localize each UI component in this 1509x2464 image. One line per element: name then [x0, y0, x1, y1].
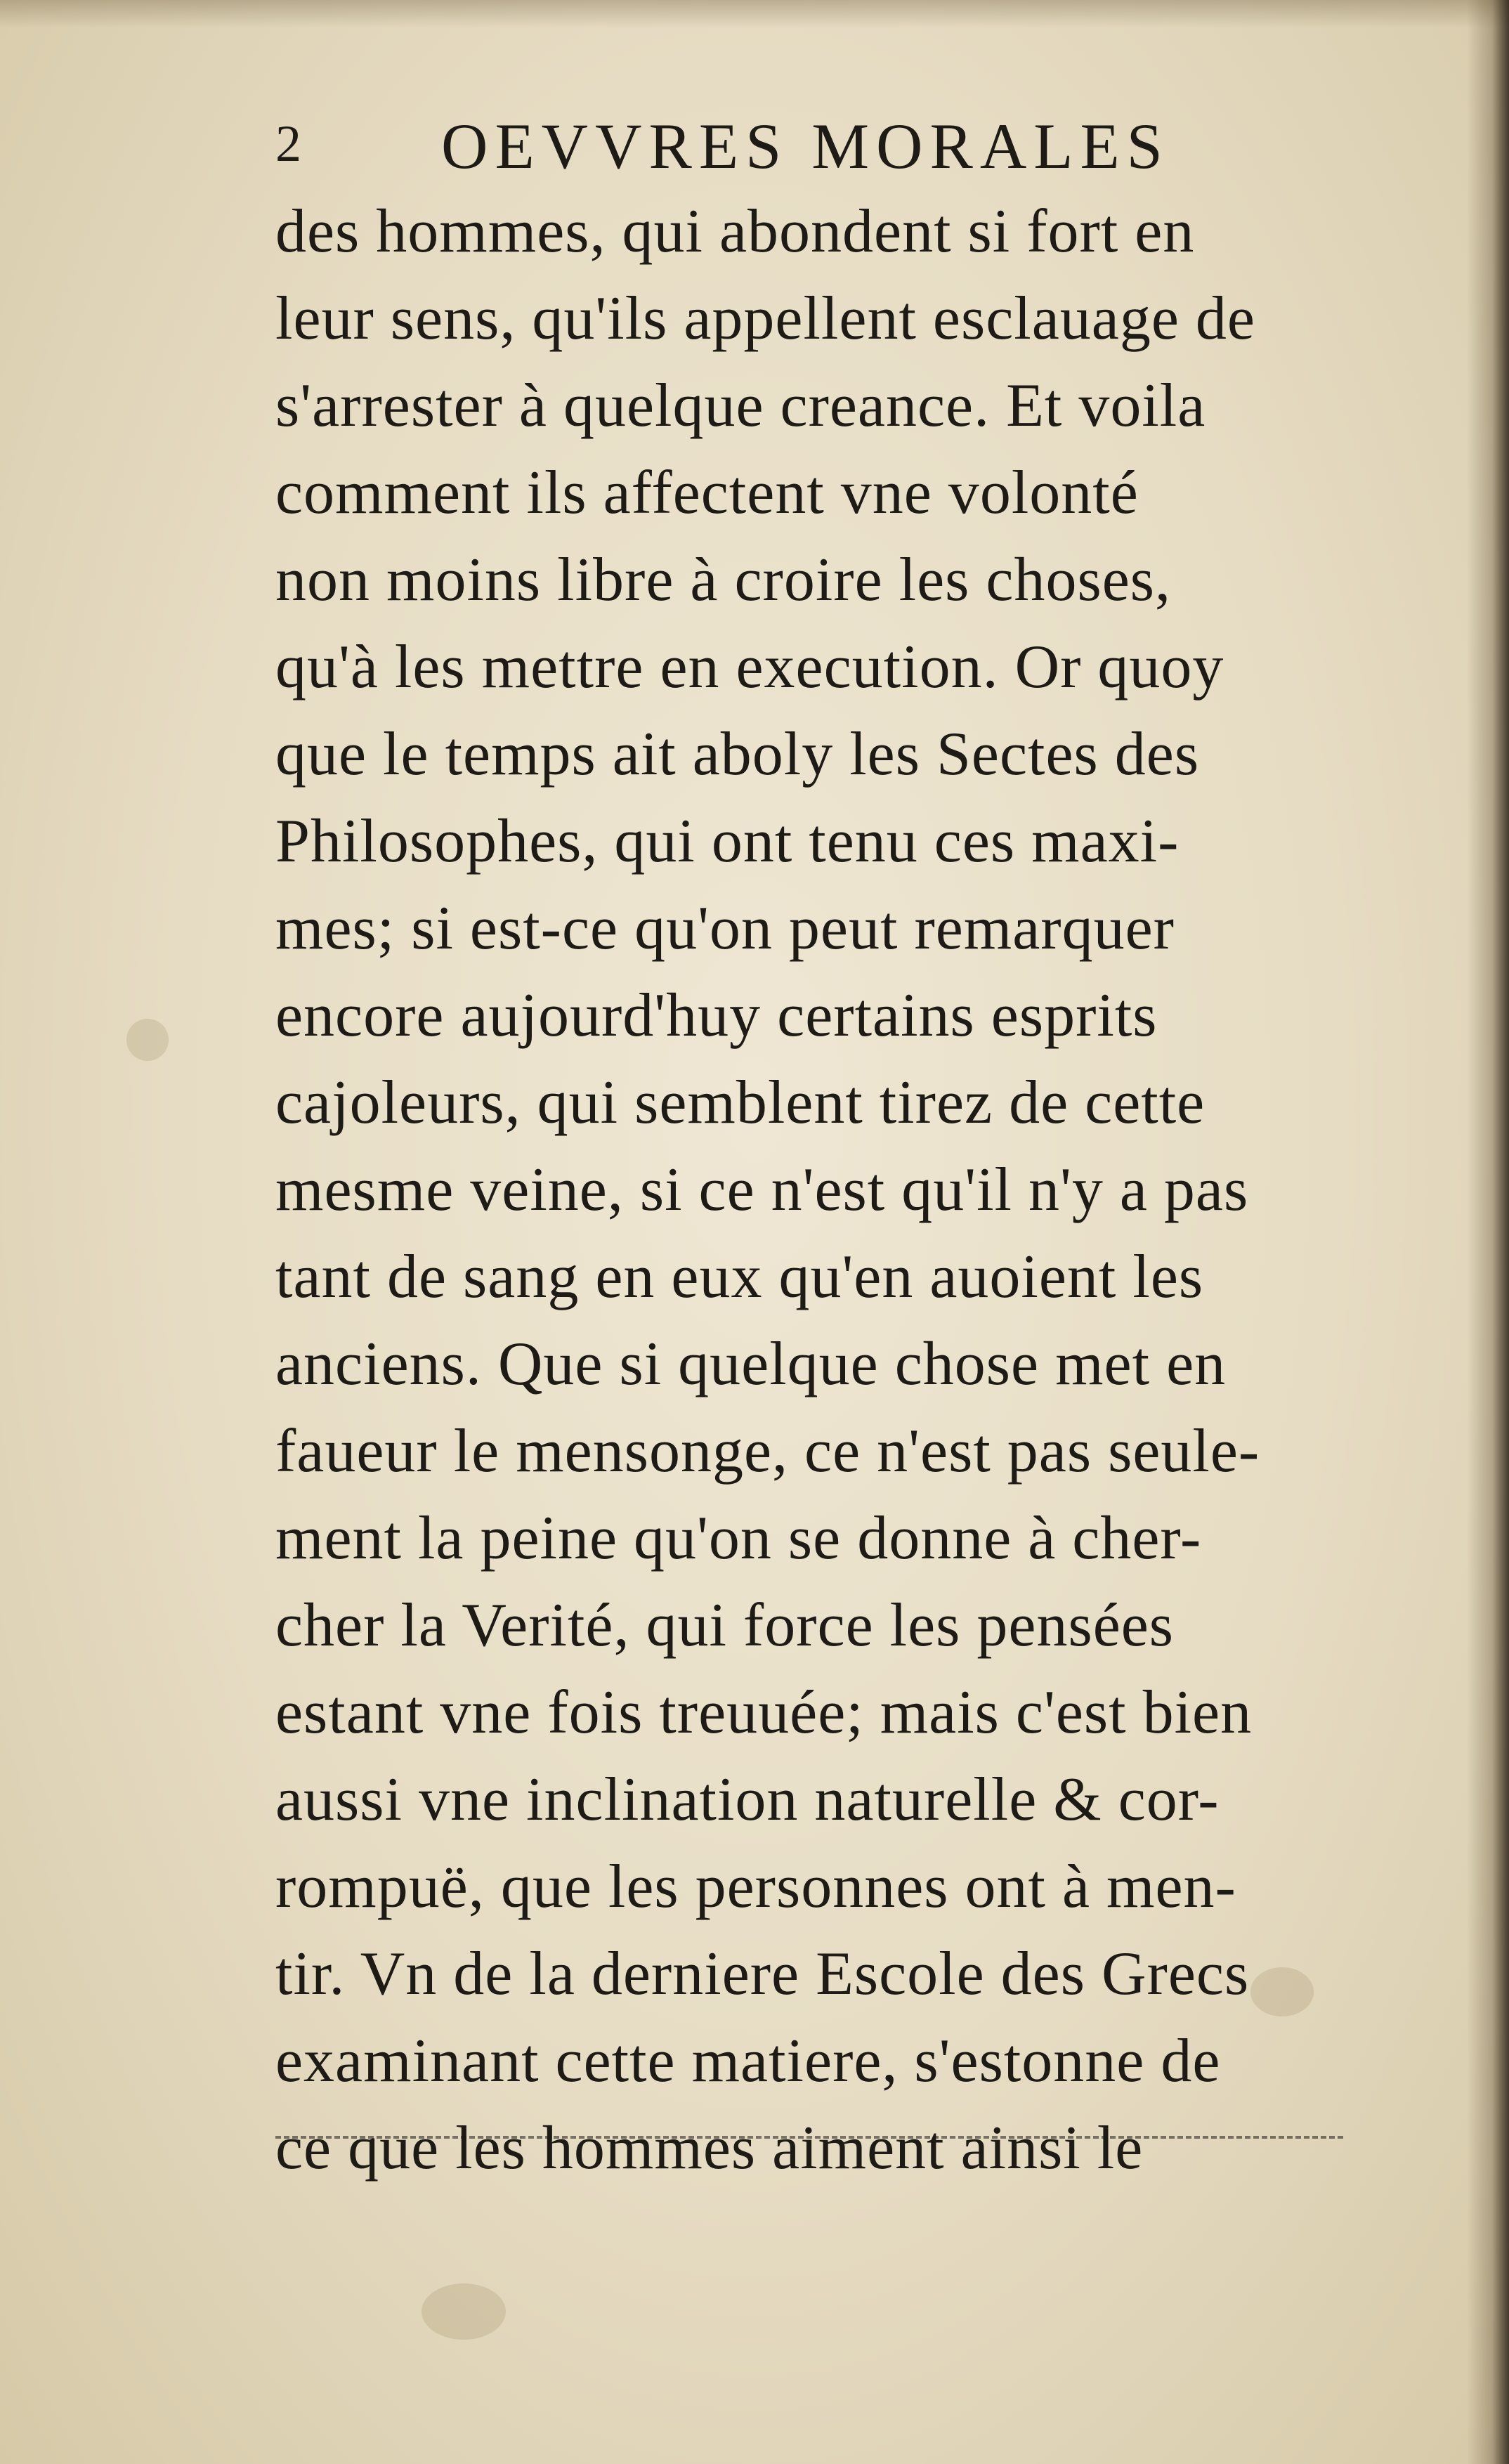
text-line: mes; si est-ce qu'on peut remarquer [275, 894, 1175, 963]
paper-stain [126, 1019, 169, 1061]
running-head: OEVVRES MORALES [441, 110, 1170, 182]
text-line: tir. Vn de la derniere Escole des Grecs [275, 1940, 1250, 2008]
page-header [275, 109, 1203, 186]
page-top-shadow [0, 0, 1509, 28]
text-line: faueur le mensonge, ce n'est pas seule- [275, 1417, 1260, 1485]
text-line: s'arrester à quelque creance. Et voila [275, 372, 1206, 440]
bottom-ink-trace [275, 2136, 1343, 2143]
text-line: ce que les hommes aiment ainsi le [275, 2114, 1144, 2182]
text-line: aussi vne inclination naturelle & cor- [275, 1766, 1220, 1834]
text-line: estant vne fois treuuée; mais c'est bien [275, 1678, 1253, 1747]
text-line: comment ils affectent vne volonté [275, 459, 1139, 527]
text-line: encore aujourd'huy certains esprits [275, 982, 1158, 1050]
text-line: qu'à les mettre en execution. Or quoy [275, 633, 1224, 701]
text-line: que le temps ait aboly les Sectes des [275, 720, 1200, 788]
text-line: anciens. Que si quelque chose met en [275, 1330, 1227, 1398]
text-line: cajoleurs, qui semblent tirez de cette [275, 1069, 1206, 1137]
text-line: rompuë, que les personnes ont à men- [275, 1853, 1236, 1921]
text-line: mesme veine, si ce n'est qu'il n'y a pas [275, 1156, 1249, 1224]
page-right-edge [1467, 0, 1509, 2464]
text-line: leur sens, qu'ils appellent esclauage de [275, 285, 1255, 353]
text-line: ment la peine qu'on se donne à cher- [275, 1504, 1202, 1572]
text-line: des hommes, qui abondent si fort en [275, 197, 1195, 266]
page-number: 2 [275, 115, 301, 173]
text-line: examinant cette matiere, s'estonne de [275, 2027, 1221, 2095]
body-text [275, 188, 1357, 2192]
text-line: cher la Verité, qui force les pensées [275, 1591, 1175, 1660]
paper-stain [422, 2283, 506, 2340]
text-line: non moins libre à croire les choses, [275, 546, 1172, 614]
text-line: tant de sang en eux qu'en auoient les [275, 1243, 1204, 1311]
text-line: Philosophes, qui ont tenu ces maxi- [275, 807, 1180, 875]
